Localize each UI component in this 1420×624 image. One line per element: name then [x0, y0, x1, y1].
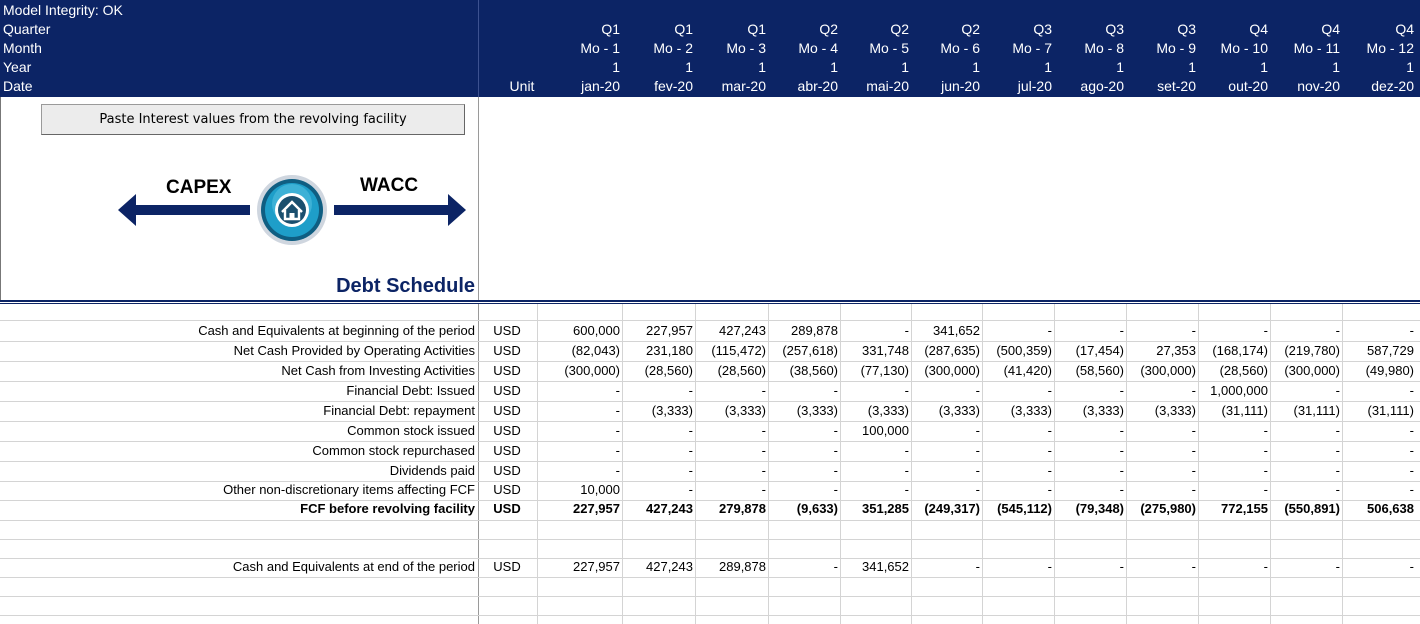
table-cell[interactable]: 341,652	[862, 559, 909, 574]
header-month-cell: Mo - 1	[580, 40, 620, 56]
capex-nav-label: CAPEX	[166, 177, 232, 198]
header-month-cell: Mo - 2	[653, 40, 693, 56]
header-date-cell: mai-20	[866, 78, 909, 94]
table-cell[interactable]: (31,111)	[1367, 403, 1414, 418]
row-unit: USD	[493, 343, 521, 358]
header-quarter-cell: Q1	[674, 21, 693, 37]
table-cell[interactable]: -	[1119, 463, 1124, 478]
table-cell[interactable]: -	[1119, 482, 1124, 497]
table-cell[interactable]: (3,333)	[867, 403, 909, 418]
table-cell[interactable]: (49,980)	[1365, 363, 1414, 378]
header-date-cell: mar-20	[721, 78, 766, 94]
table-cell[interactable]: (300,000)	[1284, 363, 1340, 378]
table-cell[interactable]: (31,111)	[1221, 403, 1268, 418]
table-cell[interactable]: -	[761, 482, 766, 497]
table-cell[interactable]: -	[1263, 323, 1268, 338]
table-cell[interactable]: -	[1119, 443, 1124, 458]
table-cell[interactable]: -	[761, 463, 766, 478]
row-unit: USD	[493, 482, 521, 497]
table-cell[interactable]: (550,891)	[1284, 501, 1340, 516]
row-label: Financial Debt: repayment	[323, 403, 475, 418]
header-label: Quarter	[3, 21, 51, 37]
table-cell[interactable]: 227,957	[646, 323, 693, 338]
table-cell[interactable]: -	[904, 383, 909, 398]
row-unit: USD	[493, 403, 521, 418]
row-unit: USD	[493, 363, 521, 378]
row-label: Other non-discretionary items affecting FCF	[223, 482, 475, 497]
table-cell[interactable]: (287,635)	[924, 343, 980, 358]
table-cell[interactable]: -	[615, 403, 620, 418]
navigation-arrows	[116, 175, 468, 245]
header-label: Date	[3, 78, 33, 94]
header-quarter-cell: Q4	[1395, 21, 1414, 37]
table-cell[interactable]: -	[1047, 423, 1052, 438]
row-label: Cash and Equivalents at beginning of the period	[198, 323, 475, 338]
table-cell[interactable]: -	[1191, 482, 1196, 497]
table-cell[interactable]: (28,560)	[644, 363, 693, 378]
row-label: Common stock repurchased	[312, 443, 475, 458]
row-unit: USD	[493, 463, 521, 478]
arrow-left-capex[interactable]	[118, 194, 250, 226]
table-cell[interactable]: -	[1191, 443, 1196, 458]
table-cell[interactable]: -	[975, 463, 980, 478]
table-cell[interactable]: 289,878	[791, 323, 838, 338]
header-year-cell: 1	[901, 59, 909, 75]
table-cell[interactable]: (3,333)	[938, 403, 980, 418]
table-cell[interactable]: (300,000)	[1140, 363, 1196, 378]
header-month-cell: Mo - 10	[1220, 40, 1268, 56]
header-quarter-cell: Q2	[890, 21, 909, 37]
table-cell[interactable]: (3,333)	[1154, 403, 1196, 418]
table-cell[interactable]: (500,359)	[996, 343, 1052, 358]
table-cell[interactable]: -	[1263, 423, 1268, 438]
table-cell[interactable]: 10,000	[580, 482, 620, 497]
table-cell[interactable]: (257,618)	[782, 343, 838, 358]
table-cell[interactable]: (79,348)	[1075, 501, 1124, 516]
table-cell[interactable]: -	[1409, 423, 1414, 438]
unit-header: Unit	[509, 78, 535, 94]
table-cell[interactable]: -	[1263, 482, 1268, 497]
table-cell[interactable]: -	[1191, 383, 1196, 398]
table-cell[interactable]: (275,980)	[1140, 501, 1196, 516]
table-cell[interactable]: (168,174)	[1212, 343, 1268, 358]
table-cell[interactable]: -	[1119, 423, 1124, 438]
header-month-cell: Mo - 11	[1293, 40, 1340, 56]
table-cell[interactable]: 1,000,000	[1210, 383, 1268, 398]
wacc-nav-label: WACC	[360, 175, 419, 196]
header-quarter-cell: Q4	[1249, 21, 1268, 37]
header-date-cell: ago-20	[1080, 78, 1124, 94]
table-cell[interactable]: -	[975, 482, 980, 497]
table-cell[interactable]: -	[688, 423, 693, 438]
table-cell[interactable]: 279,878	[719, 501, 766, 516]
table-cell[interactable]: -	[904, 482, 909, 497]
table-cell[interactable]: (3,333)	[1082, 403, 1124, 418]
header-date-cell: abr-20	[797, 78, 838, 94]
table-cell[interactable]: -	[1409, 443, 1414, 458]
table-cell[interactable]: -	[1191, 423, 1196, 438]
table-cell[interactable]: -	[1263, 463, 1268, 478]
table-cell[interactable]: -	[1335, 482, 1340, 497]
header-quarter-cell: Q2	[961, 21, 980, 37]
header-quarter-cell: Q2	[819, 21, 838, 37]
table-cell[interactable]: -	[615, 423, 620, 438]
table-cell[interactable]: (545,112)	[997, 501, 1052, 516]
table-cell[interactable]: 227,957	[573, 559, 620, 574]
table-cell[interactable]: 227,957	[573, 501, 620, 516]
row-label: Common stock issued	[347, 423, 475, 438]
header-date-cell: dez-20	[1371, 78, 1414, 94]
page-title: Debt Schedule	[336, 275, 475, 297]
table-cell[interactable]: -	[1047, 323, 1052, 338]
header-year-cell: 1	[1044, 59, 1052, 75]
table-cell[interactable]: (77,130)	[860, 363, 909, 378]
home-icon[interactable]	[257, 175, 327, 245]
table-cell[interactable]: -	[688, 443, 693, 458]
table-cell[interactable]: -	[1119, 559, 1124, 574]
table-cell[interactable]: 341,652	[933, 323, 980, 338]
table-cell[interactable]: -	[1335, 383, 1340, 398]
table-cell[interactable]: 231,180	[646, 343, 693, 358]
table-cell[interactable]: (58,560)	[1075, 363, 1124, 378]
header-date-cell: fev-20	[654, 78, 693, 94]
table-cell[interactable]: (28,560)	[717, 363, 766, 378]
table-cell[interactable]: 289,878	[719, 559, 766, 574]
table-cell[interactable]: (31,111)	[1293, 403, 1340, 418]
table-cell[interactable]: -	[904, 463, 909, 478]
table-cell[interactable]: -	[615, 443, 620, 458]
table-cell[interactable]: (9,633)	[796, 501, 838, 516]
row-label: FCF before revolving facility	[300, 501, 475, 516]
row-label: Financial Debt: Issued	[346, 383, 475, 398]
header-month-cell: Mo - 6	[940, 40, 980, 56]
table-cell[interactable]: -	[1335, 323, 1340, 338]
table-cell[interactable]: -	[688, 482, 693, 497]
table-cell[interactable]: 331,748	[862, 343, 909, 358]
table-cell[interactable]: -	[833, 383, 838, 398]
table-cell[interactable]: -	[1047, 443, 1052, 458]
table-cell[interactable]: -	[975, 423, 980, 438]
header-quarter-cell: Q3	[1177, 21, 1196, 37]
table-cell[interactable]: -	[833, 482, 838, 497]
table-cell[interactable]: (115,472)	[711, 343, 766, 358]
table-cell[interactable]: -	[1335, 443, 1340, 458]
table-cell[interactable]: -	[615, 463, 620, 478]
header-year-cell: 1	[1260, 59, 1268, 75]
table-cell[interactable]: -	[1335, 423, 1340, 438]
header-quarter-cell: Q3	[1105, 21, 1124, 37]
table-cell[interactable]: -	[1047, 559, 1052, 574]
table-cell[interactable]: -	[688, 463, 693, 478]
row-unit: USD	[493, 501, 521, 516]
header-month-cell: Mo - 8	[1084, 40, 1124, 56]
row-label: Dividends paid	[389, 463, 475, 478]
table-cell[interactable]: -	[1409, 559, 1414, 574]
header-date-cell: set-20	[1157, 78, 1196, 94]
table-cell[interactable]: (219,780)	[1284, 343, 1340, 358]
table-cell[interactable]: -	[833, 443, 838, 458]
table-cell[interactable]: (3,333)	[651, 403, 693, 418]
row-label: Net Cash from Investing Activities	[281, 363, 475, 378]
table-cell[interactable]: (249,317)	[924, 501, 980, 516]
table-cell[interactable]: -	[904, 323, 909, 338]
table-cell[interactable]: (38,560)	[789, 363, 838, 378]
row-unit: USD	[493, 383, 521, 398]
header-year-cell: 1	[1406, 59, 1414, 75]
table-cell[interactable]: -	[1119, 323, 1124, 338]
table-cell[interactable]: -	[975, 383, 980, 398]
header-label: Year	[3, 59, 32, 75]
row-unit: USD	[493, 443, 521, 458]
table-cell[interactable]: 100,000	[862, 423, 909, 438]
row-unit: USD	[493, 323, 521, 338]
table-cell[interactable]: -	[761, 423, 766, 438]
header-date-cell: jul-20	[1017, 78, 1052, 94]
table-cell[interactable]: -	[1191, 323, 1196, 338]
row-unit: USD	[493, 559, 521, 574]
table-cell[interactable]: (3,333)	[724, 403, 766, 418]
table-cell[interactable]: -	[688, 383, 693, 398]
table-cell[interactable]: 27,353	[1156, 343, 1196, 358]
table-cell[interactable]: -	[1335, 463, 1340, 478]
table-cell[interactable]: -	[975, 443, 980, 458]
table-cell[interactable]: -	[615, 383, 620, 398]
debt-schedule-table	[0, 304, 1420, 624]
header-month-cell: Mo - 3	[726, 40, 766, 56]
table-cell[interactable]: 587,729	[1367, 343, 1414, 358]
header-label: Model Integrity: OK	[3, 2, 123, 18]
table-cell[interactable]: 351,285	[862, 501, 909, 516]
table-cell[interactable]: -	[833, 559, 838, 574]
arrow-right-wacc[interactable]	[334, 194, 466, 226]
table-cell[interactable]: -	[975, 559, 980, 574]
table-cell[interactable]: (3,333)	[1010, 403, 1052, 418]
table-cell[interactable]: 772,155	[1221, 501, 1268, 516]
header-quarter-cell: Q4	[1321, 21, 1340, 37]
header-quarter-cell: Q1	[747, 21, 766, 37]
table-cell[interactable]: -	[833, 423, 838, 438]
row-unit: USD	[493, 423, 521, 438]
table-cell[interactable]: -	[1119, 383, 1124, 398]
table-cell[interactable]: (300,000)	[924, 363, 980, 378]
table-cell[interactable]: (17,454)	[1075, 343, 1124, 358]
header-year-cell: 1	[1332, 59, 1340, 75]
table-cell[interactable]: -	[904, 443, 909, 458]
table-cell[interactable]: -	[1047, 482, 1052, 497]
table-cell[interactable]: (28,560)	[1219, 363, 1268, 378]
table-cell[interactable]: -	[1191, 559, 1196, 574]
row-label: Cash and Equivalents at end of the period	[232, 559, 475, 574]
header-month-cell: Mo - 7	[1012, 40, 1052, 56]
table-cell[interactable]: -	[1191, 463, 1196, 478]
table-cell[interactable]: -	[1409, 323, 1414, 338]
row-label: Net Cash Provided by Operating Activities	[233, 343, 475, 358]
header-quarter-cell: Q3	[1033, 21, 1052, 37]
header-label: Month	[3, 40, 42, 56]
table-cell[interactable]: -	[1409, 463, 1414, 478]
header-date-cell: jan-20	[581, 78, 620, 94]
header-year-cell: 1	[830, 59, 838, 75]
header-month-cell: Mo - 4	[798, 40, 838, 56]
table-cell[interactable]: -	[1335, 559, 1340, 574]
table-cell[interactable]: -	[761, 443, 766, 458]
table-cell[interactable]: -	[1047, 383, 1052, 398]
header-month-cell: Mo - 5	[869, 40, 909, 56]
header-year-cell: 1	[758, 59, 766, 75]
header-year-cell: 1	[612, 59, 620, 75]
table-cell[interactable]: (3,333)	[796, 403, 838, 418]
header-year-cell: 1	[685, 59, 693, 75]
table-cell[interactable]: 427,243	[646, 559, 693, 574]
table-cell[interactable]: -	[1409, 383, 1414, 398]
table-cell[interactable]: (41,420)	[1003, 363, 1052, 378]
header-date-cell: out-20	[1228, 78, 1268, 94]
table-cell[interactable]: -	[761, 383, 766, 398]
table-cell[interactable]: -	[1409, 482, 1414, 497]
table-cell[interactable]: -	[1263, 443, 1268, 458]
table-cell[interactable]: 506,638	[1367, 501, 1414, 516]
table-cell[interactable]: 427,243	[646, 501, 693, 516]
table-cell[interactable]: (82,043)	[571, 343, 620, 358]
header-date-cell: nov-20	[1297, 78, 1340, 94]
table-cell[interactable]: 600,000	[573, 323, 620, 338]
table-cell[interactable]: 427,243	[719, 323, 766, 338]
header-year-cell: 1	[1116, 59, 1124, 75]
header-month-cell: Mo - 12	[1366, 40, 1414, 56]
header-quarter-cell: Q1	[601, 21, 620, 37]
table-cell[interactable]: (300,000)	[564, 363, 620, 378]
table-cell[interactable]: -	[1047, 463, 1052, 478]
paste-interest-button[interactable]: Paste Interest values from the revolving facility	[41, 104, 465, 135]
header-band	[0, 0, 1420, 97]
table-cell[interactable]: -	[833, 463, 838, 478]
table-cell[interactable]: -	[1263, 559, 1268, 574]
navigation-panel	[0, 97, 1420, 300]
header-year-cell: 1	[1188, 59, 1196, 75]
header-year-cell: 1	[972, 59, 980, 75]
header-month-cell: Mo - 9	[1156, 40, 1196, 56]
header-date-cell: jun-20	[941, 78, 980, 94]
